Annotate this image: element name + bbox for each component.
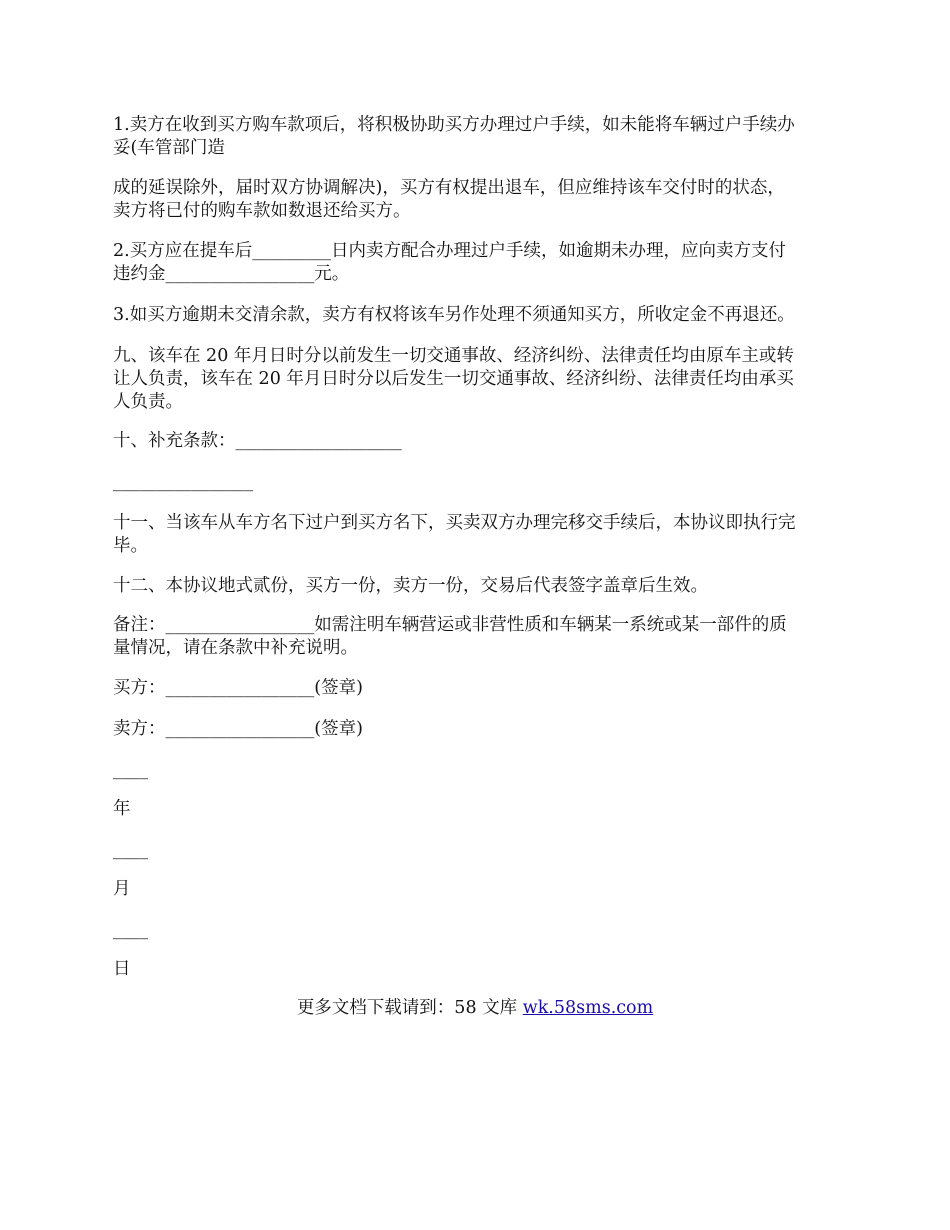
clause-11-line-2: 毕。 (113, 536, 148, 556)
month-label: 月 (113, 879, 131, 899)
clause-8-3: 3.如买方逾期未交清余款，卖方有权将该车另作处理不须通知买方，所收定金不再退还。 (113, 305, 795, 325)
buyer-signature: 买方：_________________(签章) (113, 678, 363, 698)
clause-9-line-3: 人负责。 (113, 392, 183, 412)
year-blank: ____ (113, 760, 148, 780)
clause-9-line-2: 让人负责，该车在 20 年月日时分以后发生一切交通事故、经济纠纷、法律责任均由承买 (113, 369, 794, 389)
clause-8-2-line-2: 违约金_________________元。 (113, 264, 350, 284)
year-label: 年 (113, 799, 131, 819)
clause-10-blank: ________________ (113, 472, 253, 492)
clause-9-line-1: 九、该车在 20 年月日时分以前发生一切交通事故、经济纠纷、法律责任均由原车主或转 (113, 346, 794, 366)
clause-8-1-line-2: 妥(车管部门造 (113, 138, 225, 158)
seller-signature: 卖方：_________________(签章) (113, 719, 363, 739)
day-label: 日 (113, 959, 131, 979)
month-blank: ____ (113, 840, 148, 860)
clause-11-line-1: 十一、当该车从车方名下过户到买方名下，买卖双方办理完移交手续后，本协议即执行完 (113, 513, 796, 533)
clause-12: 十二、本协议地式贰份，买方一份，卖方一份，交易后代表签字盖章后生效。 (113, 576, 708, 596)
remarks-line-1: 备注：_________________如需注明车辆营运或非营性质和车辆某一系统或某一部件的质 (113, 615, 787, 635)
day-blank: ____ (113, 920, 148, 940)
footer (0, 997, 950, 1020)
clause-8-2-line-1: 2.买方应在提车后_________日内卖方配合办理过户手续，如逾期未办理，应向卖方支付 (113, 241, 786, 261)
remarks-line-2: 量情况，请在条款中补充说明。 (113, 638, 358, 658)
clause-10: 十、补充条款：___________________ (113, 431, 402, 451)
clause-8-1-line-4: 卖方将已付的购车款如数退还给买方。 (113, 201, 411, 221)
footer-text: 更多文档下载请到：58 文库 (296, 998, 523, 1018)
clause-8-1-line-1: 1.卖方在收到买方购车款项后，将积极协助买方办理过户手续，如未能将车辆过户手续办 (113, 115, 795, 135)
clause-8-1-line-3: 成的延误除外，届时双方协调解决)，买方有权提出退车，但应维持该车交付时的状态， (113, 178, 785, 198)
footer-link[interactable]: wk.58sms.com (522, 998, 654, 1018)
